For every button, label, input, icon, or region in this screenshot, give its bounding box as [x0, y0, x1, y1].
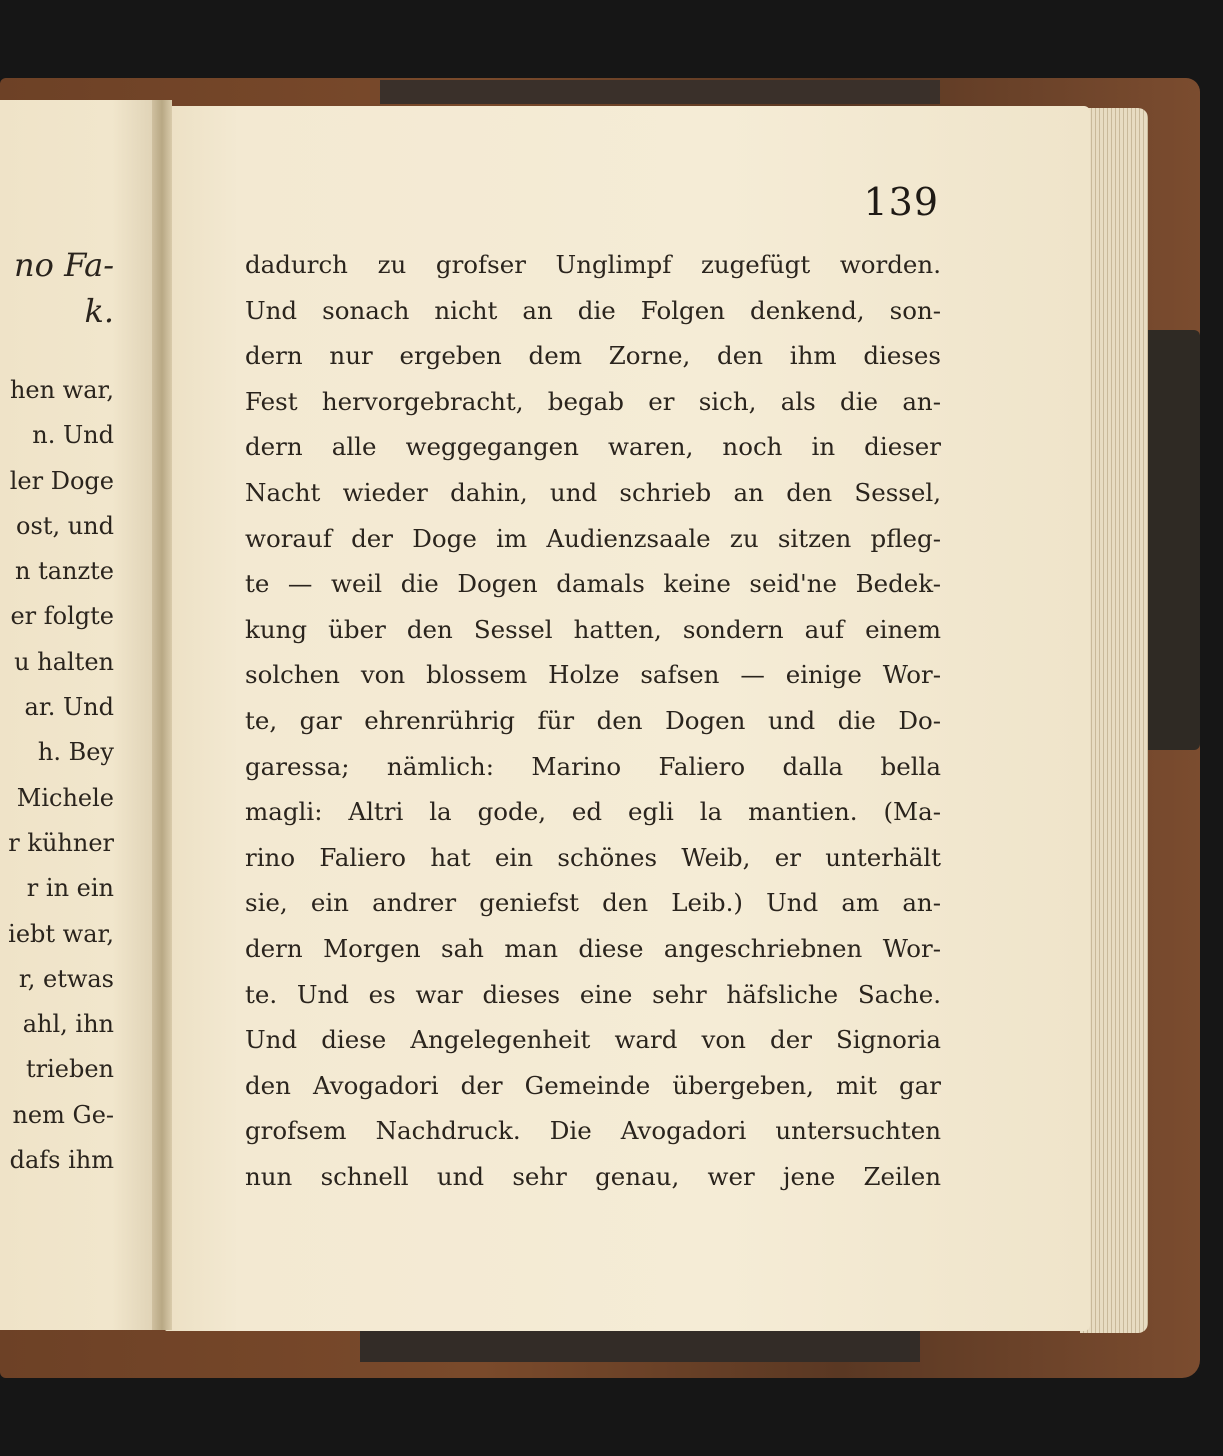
left-text-line: ahl, ihn: [22, 1010, 114, 1039]
text-line: te — weil die Dogen damals keine seid'ne Bedek-: [245, 569, 941, 599]
text-line: magli: Altri la gode, ed egli la mantien. (Ma-: [245, 797, 941, 827]
left-spacer: [0, 334, 114, 368]
left-text-line: Michele: [16, 783, 114, 812]
text-line: dern Morgen sah man diese angeschriebnen Wor-: [245, 933, 941, 963]
text-line: worauf der Doge im Audienzsaale zu sitzen pfleg-: [245, 523, 941, 553]
left-text-line: er folgte: [10, 602, 114, 631]
text-line: Nacht wieder dahin, und schrieb an den Sessel,: [245, 477, 941, 507]
left-heading-line: k.: [84, 292, 114, 330]
left-text-line: dafs ihm: [9, 1146, 114, 1175]
text-line: kung über den Sessel hatten, sondern auf einem: [245, 614, 941, 644]
left-text-line: r in ein: [26, 874, 114, 903]
page-edges: [1080, 108, 1148, 1333]
text-line: Und diese Angelegenheit ward von der Signoria: [245, 1025, 941, 1055]
left-text-line: n tanzte: [15, 557, 114, 586]
left-text-line: ar. Und: [24, 693, 114, 722]
text-line: sie, ein andrer geniefst den Leib.) Und am an-: [245, 888, 941, 918]
book-gutter: [152, 100, 172, 1330]
text-line: te. Und es war dieses eine sehr häfsliche Sache.: [245, 979, 941, 1009]
text-line: rino Faliero hat ein schönes Weib, er unterhält: [245, 842, 941, 872]
right-page-text: [245, 242, 941, 1199]
left-text-line: ler Doge: [9, 466, 114, 495]
text-line: garessa; nämlich: Marino Faliero dalla bella: [245, 751, 941, 781]
left-text-line: iebt war,: [8, 919, 114, 948]
text-line: nun schnell und sehr genau, wer jene Zeilen: [245, 1161, 941, 1191]
left-text-line: h. Bey: [37, 738, 114, 767]
text-line: Und sonach nicht an die Folgen denkend, son-: [245, 295, 941, 325]
left-text-line: trieben: [25, 1055, 114, 1084]
left-page-text: [0, 242, 114, 1183]
left-text-line: nem Ge-: [12, 1100, 114, 1129]
left-text-line: r, etwas: [18, 964, 114, 993]
text-line: dern alle weggegangen waren, noch in dieser: [245, 432, 941, 462]
text-line: dern nur ergeben dem Zorne, den ihm dieses: [245, 341, 941, 371]
left-heading-line: no Fa-: [14, 246, 114, 284]
left-text-line: u halten: [14, 647, 114, 676]
left-text-line: n. Und: [32, 421, 114, 450]
cover-wear-top: [380, 80, 940, 104]
text-line: Fest hervorgebracht, begab er sich, als die an-: [245, 386, 941, 416]
left-text-line: r kühner: [8, 828, 114, 857]
text-line: solchen von blossem Holze safsen — einige Wor-: [245, 660, 941, 690]
left-text-line: ost, und: [16, 511, 114, 540]
page-number: 139: [863, 180, 939, 224]
text-line: grofsem Nachdruck. Die Avogadori untersuchten: [245, 1116, 941, 1146]
text-line: den Avogadori der Gemeinde übergeben, mit gar: [245, 1070, 941, 1100]
text-line: dadurch zu grofser Unglimpf zugefügt worden.: [245, 250, 941, 279]
text-line: te, gar ehrenrührig für den Dogen und die Do-: [245, 705, 941, 735]
left-text-line: hen war,: [9, 376, 114, 404]
